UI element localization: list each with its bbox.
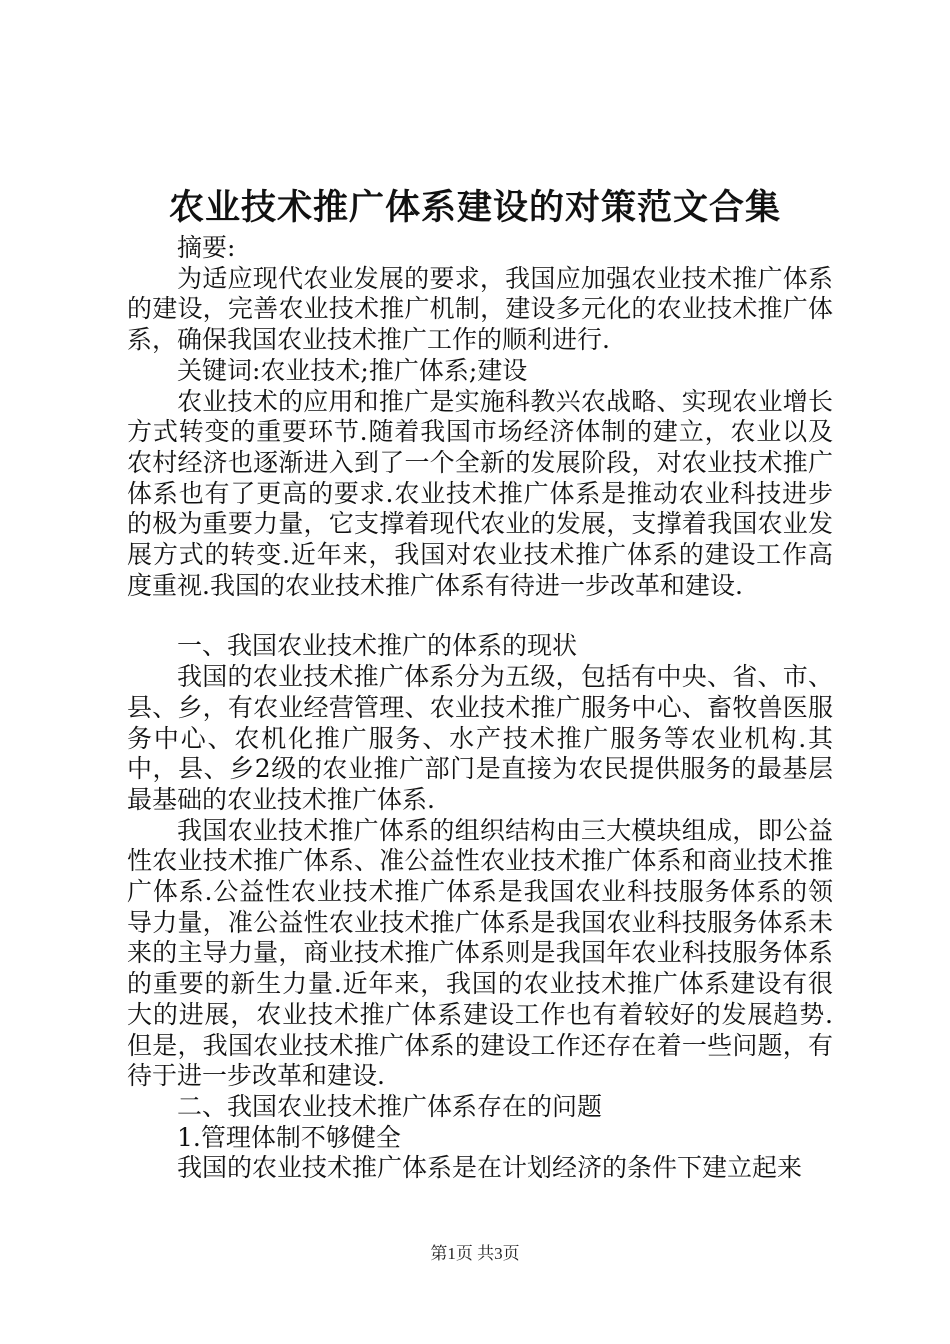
keywords: 关键词:农业技术;推广体系;建设 [177,355,528,385]
subsection-heading-1: 1.管理体制不够健全 [177,1122,401,1152]
page-number-footer: 第1页 共3页 [430,1244,520,1263]
section-heading-2: 二、我国农业技术推广体系存在的问题 [177,1091,603,1121]
document-body [127,233,833,1184]
abstract-text: 为适应现代农业发展的要求，我国应加强农业技术推广体系的建设，完善农业技术推广机制，建设多元化的农业技术推广体系，确保我国农业技术推广工作的顺利进行. [127,263,833,355]
body-paragraph: 我国的农业技术推广体系是在计划经济的条件下建立起来 [177,1153,803,1183]
body-paragraph: 我国的农业技术推广体系分为五级，包括有中央、省、市、县、乡，有农业经营管理、农业技术推广服务中心、畜牧兽医服务中心、农机化推广服务、水产技术推广服务等农业机构.其中，县、乡2级的农业推广部门是直接为农民提供服务的最基层最基础的农业技术推广体系. [127,662,833,814]
section-heading-1: 一、我国农业技术推广的体系的现状 [177,631,578,661]
body-paragraph: 我国农业技术推广体系的组织结构由三大模块组成，即公益性农业技术推广体系、准公益性农业技术推广体系和商业技术推广体系.公益性农业技术推广体系是我国农业科技服务体系的领导力量，准公益性农业技术推广体系是我国农业科技服务体系未来的主导力量，商业技术推广体系则是我国年农业科技服务体系的重要的新生力量.近年来，我国的农业技术推广体系建设有很大的进展，农业技术推广体系建设工作也有着较好的发展趋势.但是，我国农业技术推广体系的建设工作还存在着一些问题，有待于进一步改革和建设. [127,815,833,1091]
document-title: 农业技术推广体系建设的对策范文合集 [168,187,781,228]
intro-paragraph: 农业技术的应用和推广是实施科教兴农战略、实现农业增长方式转变的重要环节.随着我国市场经济体制的建立，农业以及农村经济也逐渐进入到了一个全新的发展阶段，对农业技术推广体系也有了更高的要求.农业技术推广体系是推动农业科技进步的极为重要力量，它支撑着现代农业的发展，支撑着我国农业发展方式的转变.近年来，我国对农业技术推广体系的建设工作高度重视.我国的农业技术推广体系有待进一步改革和建设. [127,386,833,600]
abstract-heading: 摘要: [177,233,236,262]
